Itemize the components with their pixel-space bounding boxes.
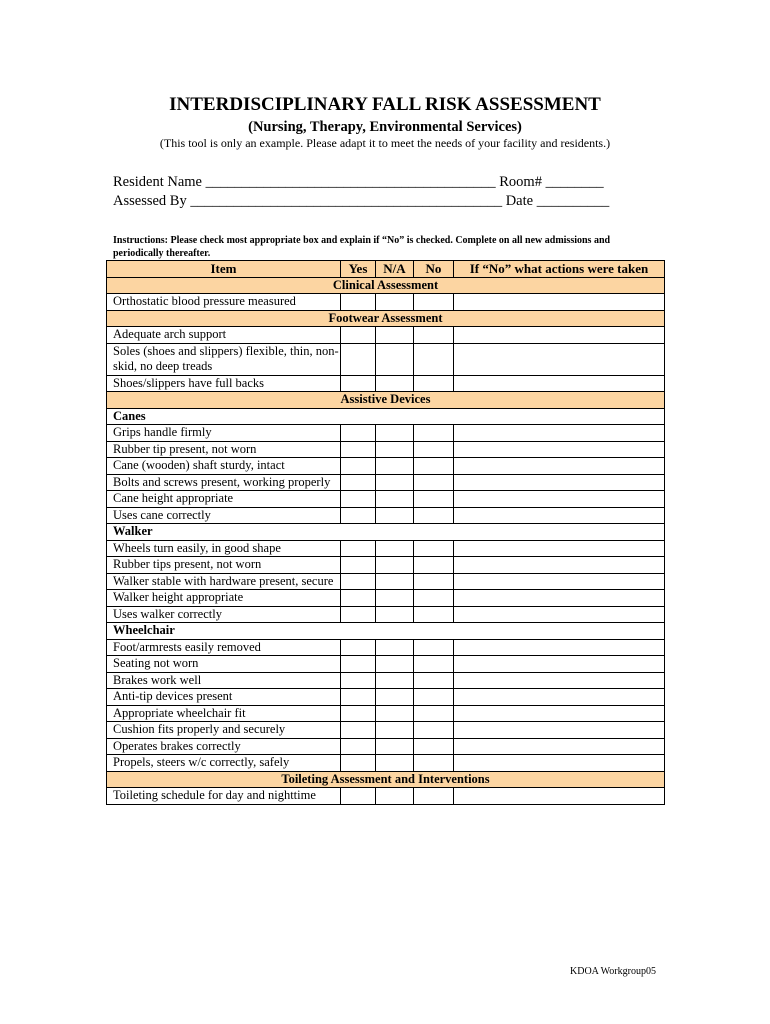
na-checkbox-cell[interactable] bbox=[376, 458, 414, 475]
yes-checkbox-cell[interactable] bbox=[341, 474, 376, 491]
item-cell: Walker stable with hardware present, secure bbox=[107, 573, 341, 590]
no-checkbox-cell[interactable] bbox=[414, 573, 454, 590]
na-checkbox-cell[interactable] bbox=[376, 375, 414, 392]
yes-checkbox-cell[interactable] bbox=[341, 507, 376, 524]
yes-checkbox-cell[interactable] bbox=[341, 458, 376, 475]
na-checkbox-cell[interactable] bbox=[376, 656, 414, 673]
actions-cell[interactable] bbox=[454, 327, 665, 344]
table-row bbox=[107, 343, 665, 375]
section-title: Clinical Assessment bbox=[107, 277, 665, 294]
item-cell: Cane height appropriate bbox=[107, 491, 341, 508]
actions-cell[interactable] bbox=[454, 656, 665, 673]
na-checkbox-cell[interactable] bbox=[376, 474, 414, 491]
no-checkbox-cell[interactable] bbox=[414, 540, 454, 557]
no-checkbox-cell[interactable] bbox=[414, 672, 454, 689]
no-checkbox-cell[interactable] bbox=[414, 722, 454, 739]
no-checkbox-cell[interactable] bbox=[414, 590, 454, 607]
no-checkbox-cell[interactable] bbox=[414, 294, 454, 311]
item-cell: Brakes work well bbox=[107, 672, 341, 689]
yes-checkbox-cell[interactable] bbox=[341, 788, 376, 805]
actions-cell[interactable] bbox=[454, 590, 665, 607]
no-checkbox-cell[interactable] bbox=[414, 507, 454, 524]
no-checkbox-cell[interactable] bbox=[414, 343, 454, 375]
table-row bbox=[107, 705, 665, 722]
yes-checkbox-cell[interactable] bbox=[341, 705, 376, 722]
item-cell: Cushion fits properly and securely bbox=[107, 722, 341, 739]
table-row bbox=[107, 458, 665, 475]
actions-cell[interactable] bbox=[454, 705, 665, 722]
table-row bbox=[107, 507, 665, 524]
group-label: Walker bbox=[107, 524, 665, 541]
assessed-by-date-field[interactable]: Assessed By ___________________________________________ Date __________ bbox=[113, 193, 610, 209]
table-row bbox=[107, 755, 665, 772]
na-checkbox-cell[interactable] bbox=[376, 425, 414, 442]
no-checkbox-cell[interactable] bbox=[414, 639, 454, 656]
section-header-row bbox=[107, 771, 665, 788]
yes-checkbox-cell[interactable] bbox=[341, 639, 376, 656]
na-checkbox-cell[interactable] bbox=[376, 755, 414, 772]
actions-cell[interactable] bbox=[454, 672, 665, 689]
item-cell: Rubber tips present, not worn bbox=[107, 557, 341, 574]
table-row bbox=[107, 590, 665, 607]
na-checkbox-cell[interactable] bbox=[376, 343, 414, 375]
yes-checkbox-cell[interactable] bbox=[341, 755, 376, 772]
yes-checkbox-cell[interactable] bbox=[341, 294, 376, 311]
assessment-table bbox=[106, 260, 665, 805]
yes-checkbox-cell[interactable] bbox=[341, 590, 376, 607]
table-row bbox=[107, 441, 665, 458]
yes-checkbox-cell[interactable] bbox=[341, 327, 376, 344]
form-note: (This tool is only an example. Please adapt it to meet the needs of your facility and residents.) bbox=[159, 136, 611, 150]
item-cell: Seating not worn bbox=[107, 656, 341, 673]
group-row bbox=[107, 623, 665, 640]
table-row bbox=[107, 738, 665, 755]
table-row bbox=[107, 573, 665, 590]
yes-checkbox-cell[interactable] bbox=[341, 656, 376, 673]
na-checkbox-cell[interactable] bbox=[376, 788, 414, 805]
na-checkbox-cell[interactable] bbox=[376, 590, 414, 607]
item-cell: Propels, steers w/c correctly, safely bbox=[107, 755, 341, 772]
no-checkbox-cell[interactable] bbox=[414, 425, 454, 442]
item-cell: Adequate arch support bbox=[107, 327, 341, 344]
table-header-row bbox=[107, 261, 665, 278]
group-row bbox=[107, 408, 665, 425]
table-row bbox=[107, 656, 665, 673]
no-checkbox-cell[interactable] bbox=[414, 441, 454, 458]
item-cell: Uses cane correctly bbox=[107, 507, 341, 524]
table-row bbox=[107, 294, 665, 311]
section-header-row bbox=[107, 277, 665, 294]
table-row bbox=[107, 327, 665, 344]
yes-checkbox-cell[interactable] bbox=[341, 540, 376, 557]
item-cell: Cane (wooden) shaft sturdy, intact bbox=[107, 458, 341, 475]
table-row bbox=[107, 540, 665, 557]
no-checkbox-cell[interactable] bbox=[414, 557, 454, 574]
actions-cell[interactable] bbox=[454, 507, 665, 524]
yes-checkbox-cell[interactable] bbox=[341, 425, 376, 442]
item-cell: Operates brakes correctly bbox=[107, 738, 341, 755]
group-label: Canes bbox=[107, 408, 665, 425]
item-cell: Uses walker correctly bbox=[107, 606, 341, 623]
no-checkbox-cell[interactable] bbox=[414, 755, 454, 772]
table-row bbox=[107, 491, 665, 508]
item-cell: Anti-tip devices present bbox=[107, 689, 341, 706]
yes-checkbox-cell[interactable] bbox=[341, 738, 376, 755]
group-label: Wheelchair bbox=[107, 623, 665, 640]
header-na: N/A bbox=[376, 261, 414, 278]
actions-cell[interactable] bbox=[454, 375, 665, 392]
group-row bbox=[107, 524, 665, 541]
na-checkbox-cell[interactable] bbox=[376, 738, 414, 755]
header-yes: Yes bbox=[341, 261, 376, 278]
na-checkbox-cell[interactable] bbox=[376, 639, 414, 656]
item-cell: Shoes/slippers have full backs bbox=[107, 375, 341, 392]
yes-checkbox-cell[interactable] bbox=[341, 491, 376, 508]
yes-checkbox-cell[interactable] bbox=[341, 606, 376, 623]
no-checkbox-cell[interactable] bbox=[414, 327, 454, 344]
actions-cell[interactable] bbox=[454, 788, 665, 805]
no-checkbox-cell[interactable] bbox=[414, 788, 454, 805]
table-row bbox=[107, 689, 665, 706]
actions-cell[interactable] bbox=[454, 639, 665, 656]
table-row bbox=[107, 474, 665, 491]
resident-name-room-field[interactable]: Resident Name ________________________________________ Room# ________ bbox=[113, 174, 604, 190]
item-cell: Toileting schedule for day and nighttime bbox=[107, 788, 341, 805]
form-subtitle: (Nursing, Therapy, Environmental Services) bbox=[248, 119, 522, 135]
section-header-row bbox=[107, 310, 665, 327]
na-checkbox-cell[interactable] bbox=[376, 689, 414, 706]
section-title: Footwear Assessment bbox=[107, 310, 665, 327]
section-header-row bbox=[107, 392, 665, 409]
actions-cell[interactable] bbox=[454, 573, 665, 590]
na-checkbox-cell[interactable] bbox=[376, 606, 414, 623]
yes-checkbox-cell[interactable] bbox=[341, 441, 376, 458]
no-checkbox-cell[interactable] bbox=[414, 474, 454, 491]
no-checkbox-cell[interactable] bbox=[414, 738, 454, 755]
item-cell: Bolts and screws present, working properly bbox=[107, 474, 341, 491]
form-title: INTERDISCIPLINARY FALL RISK ASSESSMENT bbox=[169, 94, 601, 115]
table-row bbox=[107, 722, 665, 739]
yes-checkbox-cell[interactable] bbox=[341, 722, 376, 739]
actions-cell[interactable] bbox=[454, 755, 665, 772]
actions-cell[interactable] bbox=[454, 557, 665, 574]
header-item: Item bbox=[107, 261, 341, 278]
na-checkbox-cell[interactable] bbox=[376, 540, 414, 557]
table-row bbox=[107, 425, 665, 442]
actions-cell[interactable] bbox=[454, 441, 665, 458]
header-actions: If “No” what actions were taken bbox=[454, 261, 665, 278]
actions-cell[interactable] bbox=[454, 294, 665, 311]
instructions: Instructions: Please check most appropriate box and explain if “No” is checked. Complete on all new admissions and periodically thereafter. bbox=[113, 235, 611, 259]
na-checkbox-cell[interactable] bbox=[376, 557, 414, 574]
no-checkbox-cell[interactable] bbox=[414, 491, 454, 508]
table-row bbox=[107, 375, 665, 392]
na-checkbox-cell[interactable] bbox=[376, 672, 414, 689]
yes-checkbox-cell[interactable] bbox=[341, 557, 376, 574]
yes-checkbox-cell[interactable] bbox=[341, 375, 376, 392]
actions-cell[interactable] bbox=[454, 689, 665, 706]
na-checkbox-cell[interactable] bbox=[376, 722, 414, 739]
no-checkbox-cell[interactable] bbox=[414, 656, 454, 673]
footer-label: KDOA Workgroup05 bbox=[570, 966, 656, 977]
item-cell: Wheels turn easily, in good shape bbox=[107, 540, 341, 557]
na-checkbox-cell[interactable] bbox=[376, 573, 414, 590]
table-row bbox=[107, 788, 665, 805]
actions-cell[interactable] bbox=[454, 540, 665, 557]
no-checkbox-cell[interactable] bbox=[414, 689, 454, 706]
no-checkbox-cell[interactable] bbox=[414, 606, 454, 623]
na-checkbox-cell[interactable] bbox=[376, 705, 414, 722]
table-row bbox=[107, 639, 665, 656]
actions-cell[interactable] bbox=[454, 343, 665, 375]
header-no: No bbox=[414, 261, 454, 278]
item-cell: Appropriate wheelchair fit bbox=[107, 705, 341, 722]
table-body bbox=[107, 277, 665, 804]
na-checkbox-cell[interactable] bbox=[376, 294, 414, 311]
item-cell: Walker height appropriate bbox=[107, 590, 341, 607]
na-checkbox-cell[interactable] bbox=[376, 327, 414, 344]
no-checkbox-cell[interactable] bbox=[414, 705, 454, 722]
item-cell: Grips handle firmly bbox=[107, 425, 341, 442]
na-checkbox-cell[interactable] bbox=[376, 507, 414, 524]
actions-cell[interactable] bbox=[454, 491, 665, 508]
no-checkbox-cell[interactable] bbox=[414, 458, 454, 475]
yes-checkbox-cell[interactable] bbox=[341, 573, 376, 590]
section-title: Assistive Devices bbox=[107, 392, 665, 409]
yes-checkbox-cell[interactable] bbox=[341, 689, 376, 706]
actions-cell[interactable] bbox=[454, 606, 665, 623]
table-row bbox=[107, 557, 665, 574]
section-title: Toileting Assessment and Interventions bbox=[107, 771, 665, 788]
actions-cell[interactable] bbox=[454, 425, 665, 442]
actions-cell[interactable] bbox=[454, 722, 665, 739]
no-checkbox-cell[interactable] bbox=[414, 375, 454, 392]
table-row bbox=[107, 672, 665, 689]
na-checkbox-cell[interactable] bbox=[376, 441, 414, 458]
yes-checkbox-cell[interactable] bbox=[341, 672, 376, 689]
na-checkbox-cell[interactable] bbox=[376, 491, 414, 508]
item-cell: Rubber tip present, not worn bbox=[107, 441, 341, 458]
item-cell: Foot/armrests easily removed bbox=[107, 639, 341, 656]
item-cell: Orthostatic blood pressure measured bbox=[107, 294, 341, 311]
table-row bbox=[107, 606, 665, 623]
yes-checkbox-cell[interactable] bbox=[341, 343, 376, 375]
actions-cell[interactable] bbox=[454, 738, 665, 755]
actions-cell[interactable] bbox=[454, 474, 665, 491]
actions-cell[interactable] bbox=[454, 458, 665, 475]
item-cell: Soles (shoes and slippers) flexible, thin, non-skid, no deep treads bbox=[107, 343, 341, 375]
